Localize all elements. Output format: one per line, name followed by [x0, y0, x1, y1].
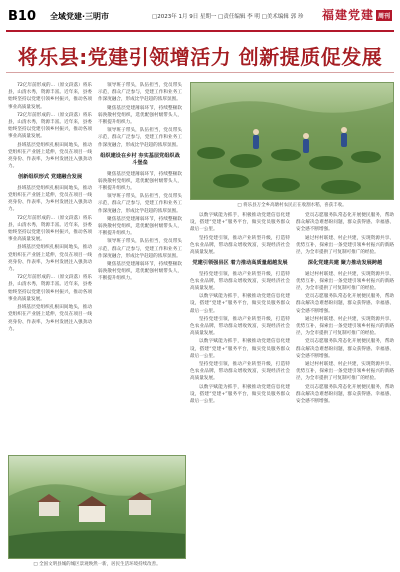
column-1-paragraph: 县域基层党组织扎根田间地头，推动党组织在产业链上延伸，党员在项目一线亮身份、作表率，为乡村发展注入强劲动力。 — [8, 185, 92, 213]
column-2-paragraph: 聚焦基层党建薄弱环节，持续整顿软弱涣散村党组织，选优配强村级带头人，不断提升组织力。 — [98, 216, 182, 237]
column-3-paragraph: 以数字赋能为抓手，积极推动党建信息化建设，搭建“党建+”服务平台，做实党员服务群众最后一公里。 — [190, 294, 290, 314]
column-3-paragraph: 坚持党建引领，推动产业转型升级，打造特色农业品牌，带动群众增收致富，实现经济社会高质量发展。 — [190, 362, 290, 382]
column-1-subheading: 创新组织形式 党建融合发展 — [17, 174, 83, 181]
column-2-paragraph: 领导班子带头，队伍担当，党员带头示范，群众广泛参与，党建工作和业务工作深度融合，形成比学赶超的浓厚氛围。 — [98, 83, 182, 103]
column-3-subheading: 党建引领强县区 着力推动高质量超越发展 — [192, 260, 288, 267]
article-column-4 — [296, 212, 394, 562]
column-4-paragraph: 党员志愿服务队常态化开展便民服务，帮助群众解决急难愁盼问题，群众获得感、幸福感、安全感不断增强。 — [296, 339, 394, 359]
column-1-paragraph: 县域基层党组织扎根田间地头，推动党组织在产业链上延伸，党员在项目一线亮身份、作表率，为乡村发展注入强劲动力。 — [8, 305, 92, 332]
column-2-paragraph: 聚焦基层党建薄弱环节，持续整顿软弱涣散村党组织，选优配强村级带头人，不断提升组织力。 — [98, 105, 182, 126]
column-3-paragraph: 坚持党建引领，推动产业转型升级，打造特色农业品牌，带动群众增收致富，实现经济社会高质量发展。 — [190, 271, 290, 292]
column-2-paragraph: 领导班子带头，队伍担当，党员带头示范，群众广泛参与，党建工作和业务工作深度融合，形成比学赶超的浓厚氛围。 — [98, 128, 182, 148]
village-illustration — [9, 456, 186, 559]
column-1-paragraph: 72亿年前形成的...（原文段落）将乐县，山清水秀，资源丰富。近年来，县委始终坚持以党建引领乡村振兴，推动各项事业高质量发展。 — [8, 112, 92, 140]
article-column-1 — [8, 82, 92, 452]
farm-illustration — [191, 83, 394, 200]
column-2-paragraph: 聚焦基层党建薄弱环节，持续整顿软弱涣散村党组织，选优配强村级带头人，不断提升组织力。 — [98, 262, 182, 282]
masthead — [0, 0, 400, 30]
headline-rule — [6, 72, 394, 73]
header-rule — [6, 30, 394, 32]
column-1-paragraph: 72亿年前形成的...（原文段落）将乐县，山清水秀，资源丰富。近年来，县委始终坚持以党建引领乡村振兴，推动各项事业高质量发展。 — [8, 83, 92, 110]
column-2-paragraph: 领导班子带头，队伍担当，党员带头示范，群众广泛参与，党建工作和业务工作深度融合，形成比学赶超的浓厚氛围。 — [98, 239, 182, 259]
column-3-paragraph: 以数字赋能为抓手，积极推动党建信息化建设，搭建“党建+”服务平台，做实党员服务群众最后一公里。 — [190, 339, 290, 359]
article-column-3 — [190, 212, 290, 562]
column-3-paragraph: 坚持党建引领，推动产业转型升级，打造特色农业品牌，带动群众增收致富，实现经济社会高质量发展。 — [190, 316, 290, 337]
article-column-2 — [98, 82, 182, 452]
column-4-paragraph: 通过村村联建、村企共建，实现资源共享、优势互补，探索出一条党建引领乡村振兴的新路径，为全市提供了可复制可推广的经验。 — [296, 316, 394, 337]
article-photo-farm — [190, 82, 394, 200]
column-3-paragraph: 坚持党建引领，推动产业转型升级，打造特色农业品牌，带动群众增收致富，实现经济社会高质量发展。 — [190, 235, 290, 256]
column-4-paragraph: 党员志愿服务队常态化开展便民服务，帮助群众解决急难愁盼问题，群众获得感、幸福感、安全感不断增强。 — [296, 384, 394, 405]
column-4-paragraph: 党员志愿服务队常态化开展便民服务，帮助群众解决急难愁盼问题，群众获得感、幸福感、安全感不断增强。 — [296, 294, 394, 314]
column-1-paragraph: 72亿年前形成的...（原文段落）将乐县，山清水秀，资源丰富。近年来，县委始终坚持以党建引领乡村振兴，推动各项事业高质量发展。 — [8, 275, 92, 302]
date-line: □2023年 1月 9日 星期一 □责任编辑 李 明 □美术编辑 郭 珍 — [152, 14, 304, 20]
column-4-paragraph: 通过村村联建、村企共建，实现资源共享、优势互补，探索出一条党建引领乡村振兴的新路径，为全市提供了可复制可推广的经验。 — [296, 362, 394, 382]
page-number: B10 — [8, 9, 36, 24]
column-2-subheading: 组织建设在乡村 夯实基层党组织战斗堡垒 — [100, 152, 180, 167]
column-1-paragraph: 县域基层党组织扎根田间地头，推动党组织在产业链上延伸，党员在项目一线亮身份、作表率，为乡村发展注入强劲动力。 — [8, 142, 92, 170]
column-3-paragraph: 以数字赋能为抓手，积极推动党建信息化建设，搭建“党建+”服务平台，做实党员服务群众最后一公里。 — [190, 384, 290, 405]
column-4-subheading: 深化党建共建 聚力推动发展跨越 — [307, 260, 383, 267]
column-2-paragraph: 聚焦基层党建薄弱环节，持续整顿软弱涣散村党组织，选优配强村级带头人，不断提升组织力。 — [98, 171, 182, 192]
column-1-paragraph: 72亿年前形成的...（原文段落）将乐县，山清水秀，资源丰富。近年来，县委始终坚持以党建引领乡村振兴，推动各项事业高质量发展。 — [8, 215, 92, 243]
column-4-paragraph: 通过村村联建、村企共建，实现资源共享、优势互补，探索出一条党建引领乡村振兴的新路径，为全市提供了可复制可推广的经验。 — [296, 271, 394, 292]
newspaper-logo — [322, 6, 392, 23]
column-3-paragraph: 以数字赋能为抓手，积极推动党建信息化建设，搭建“党建+”服务平台，做实党员服务群众最后一公里。 — [190, 213, 290, 233]
photo-caption-village: □ 全国文明县城的城区景观焕然一新，居民生活环境持续改善。 — [33, 562, 161, 567]
article-photo-village — [8, 455, 186, 559]
logo-tag: 周刊 — [376, 10, 392, 21]
column-1-paragraph: 县域基层党组织扎根田间地头，推动党组织在产业链上延伸，党员在项目一线亮身份、作表率，为乡村发展注入强劲动力。 — [8, 245, 92, 273]
article-headline: 将乐县:党建引领增活力 创新提质促发展 — [17, 45, 383, 69]
column-2-paragraph: 领导班子带头，队伍担当，党员带头示范，群众广泛参与，党建工作和业务工作深度融合，形成比学赶超的浓厚氛围。 — [98, 194, 182, 214]
column-4-paragraph: 通过村村联建、村企共建，实现资源共享、优势互补，探索出一条党建引领乡村振兴的新路径，为全市提供了可复制可推广的经验。 — [296, 235, 394, 256]
logo-text: 福建党建 — [321, 8, 374, 22]
section-title: 全域党建·三明市 — [50, 12, 110, 21]
column-4-paragraph: 党员志愿服务队常态化开展便民服务，帮助群众解决急难愁盼问题，群众获得感、幸福感、安全感不断增强。 — [296, 213, 394, 233]
photo-caption-farm: □ 将乐县万全乡高塘村农民正在收割水稻，喜获丰收。 — [237, 203, 347, 208]
